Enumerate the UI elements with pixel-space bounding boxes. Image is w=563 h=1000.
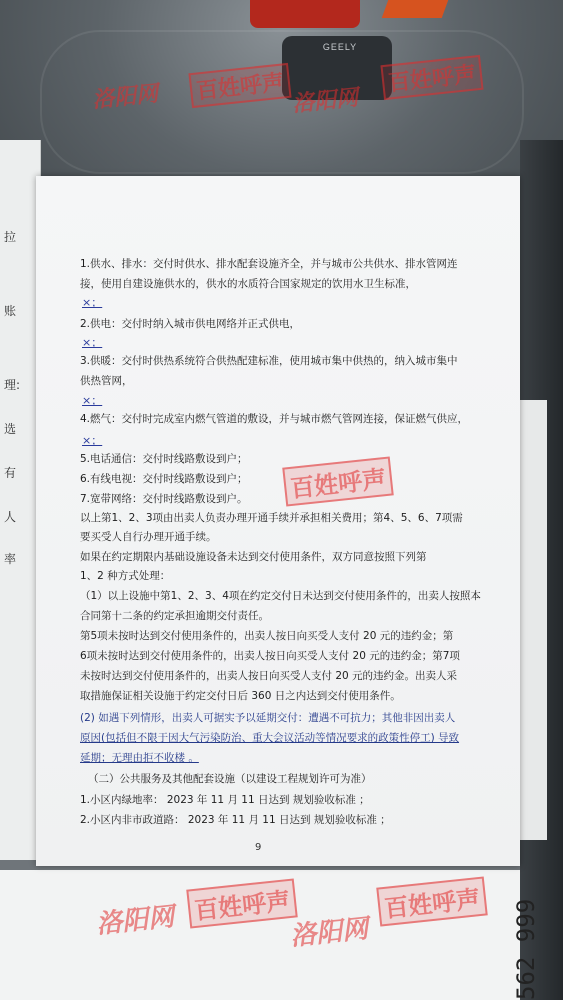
left-fragment: 有 [4,466,17,480]
watermark-brand: 百姓呼声 [376,876,487,926]
doc-line: ×； [82,394,103,407]
watermark-script: 洛阳网 [90,80,160,114]
doc-line: 第5项未按时达到交付使用条件的，出卖人按日向买受人支付 20 元的违约金；第 [80,630,454,642]
doc-line: 2.小区内非市政道路： 2023 年 11 月 11 日达到 规划验收标准 ； [80,814,391,826]
doc-line: 延期；无理由拒不收楼 。 [80,752,199,764]
doc-line: 1.小区内绿地率： 2023 年 11 月 11 日达到 规划验收标准 ； [80,794,370,806]
doc-line: 7.宽带网络：交付时线路敷设到户。 [80,493,248,505]
doc-line: 5.电话通信：交付时线路敷设到户； [80,453,248,465]
doc-line: 2.供电：交付时纳入城市供电网络并正式供电， [80,318,301,330]
doc-line: ×； [82,296,103,309]
left-page [0,140,41,860]
doc-line: 4.燃气：交付时完成室内燃气管道的敷设，并与城市燃气管网连接，保证燃气供应， [80,413,469,425]
watermark-brand: 百姓呼声 [380,55,483,100]
left-fragment: 人 [4,510,17,524]
left-fragment: 理: [4,378,21,392]
doc-line: 6.有线电视：交付时线路敷设到户； [80,473,248,485]
doc-line: 接，使用自建设施供水的，供水的水质符合国家规定的饮用水卫生标准， [80,278,416,290]
doc-line: 1.供水、排水：交付时供水、排水配套设施齐全，并与城市公共供水、排水管网连 [80,258,458,270]
doc-line: 原因(包括但不限于因大气污染防治、重大会议活动等情况要求的政策性停工) 导致 [80,732,460,744]
doc-line: 供热管网， [80,375,133,387]
doc-line: ×； [82,336,103,349]
seat-belt-orange [382,0,449,18]
watermark-brand: 百姓呼声 [186,878,297,928]
buckle-label: GEELY [322,42,358,52]
watermark-script: 洛阳网 [290,84,360,118]
doc-line: 3.供暖：交付时供热系统符合供热配建标准，使用城市集中供热的，纳入城市集中 [80,355,458,367]
bottom-number: 562 999 [512,898,540,1000]
paper-stack [516,400,547,840]
left-fragment: 选 [4,422,17,436]
page-number: 9 [255,842,262,853]
watermark-brand: 百姓呼声 [282,456,393,506]
doc-line: (2) 如遇下列情形，出卖人可据实予以延期交付：遭遇不可抗力；其他非因出卖人 [80,712,456,724]
watermark-brand: 百姓呼声 [188,63,291,108]
doc-line: 未按时达到交付使用条件的，出卖人按日向买受人支付 20 元的违约金。出卖人采 [80,670,458,682]
left-fragment: 账 [4,304,17,318]
doc-line: 取措施保证相关设施于约定交付日后 360 日之内达到交付使用条件。 [80,690,401,702]
doc-line: （二）公共服务及其他配套设施（以建设工程规划许可为准） [88,773,372,785]
left-fragment: 率 [4,552,17,566]
doc-line: 如果在约定期限内基础设施设备未达到交付使用条件，双方同意按照下列第 [80,551,427,563]
seat-belt-red [250,0,360,28]
doc-line: 以上第1、2、3项由出卖人负责办理开通手续并承担相关费用；第4、5、6、7项需 [80,512,463,524]
doc-line: 1、2 种方式处理： [80,570,171,582]
left-fragment: 拉 [4,230,17,244]
doc-line: 6项未按时达到交付使用条件的，出卖人按日向买受人支付 20 元的违约金；第7项 [80,650,460,662]
doc-line: 合同第十二条的约定承担逾期交付责任。 [80,610,269,622]
doc-line: 要买受人自行办理开通手续。 [80,531,217,543]
doc-line: （1）以上设施中第1、2、3、4项在约定交付日未达到交付使用条件的，出卖人按照本 [80,590,481,602]
watermark-script: 洛阳网 [94,901,176,940]
doc-line: ×； [82,434,103,447]
watermark-script: 洛阳网 [288,913,370,952]
